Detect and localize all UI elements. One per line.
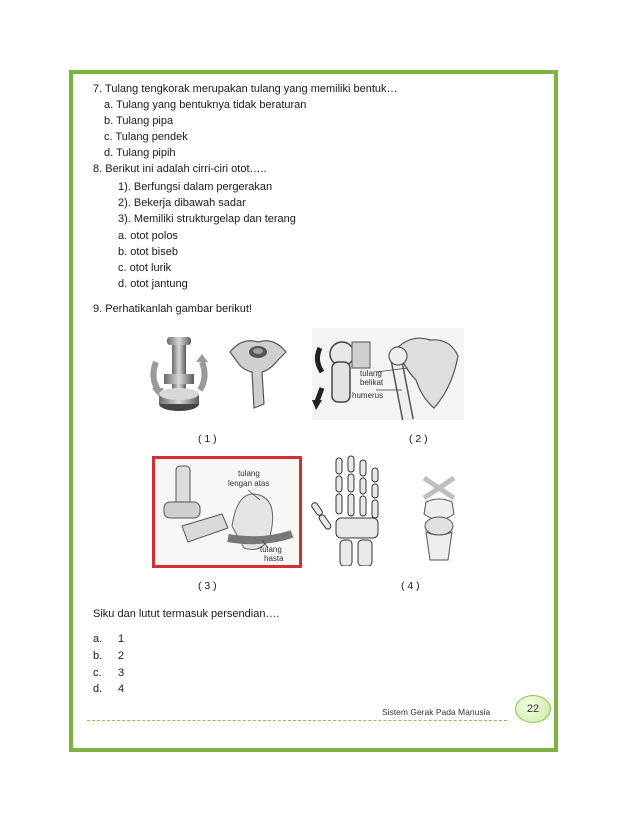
figure-caption-4: ( 4 ) — [401, 580, 420, 592]
q9-option-b-letter: b. — [93, 650, 103, 662]
q7-stem: 7. Tulang tengkorak merupakan tulang yang memiliki bentuk… — [93, 83, 398, 95]
shoulder-label-belikat: belikat — [360, 378, 384, 387]
elbow-label-hasta: hasta — [264, 554, 284, 563]
elbow-label-tulang-1: tulang — [238, 469, 260, 478]
q9-question: Siku dan lutut termasuk persendian…. — [93, 608, 280, 620]
q8-statement-2: 2). Bekerja dibawah sadar — [118, 197, 246, 209]
figure-caption-1: ( 1 ) — [198, 433, 217, 445]
q8-statement-1: 1). Berfungsi dalam pergerakan — [118, 181, 273, 193]
elbow-joint-figure — [152, 456, 302, 568]
page-number-badge: 22 — [515, 695, 551, 723]
q8-statement-3: 3). Memiliki strukturgelap dan terang — [118, 213, 296, 225]
footer-title: Sistem Gerak Pada Manusia — [382, 707, 491, 717]
pivot-joint-figure — [150, 332, 300, 417]
shoulder-label-humerus: humerus — [352, 391, 384, 400]
footer-divider — [87, 720, 507, 721]
hand-skeleton-figure — [306, 454, 402, 566]
q9-option-c-letter: c. — [93, 667, 102, 679]
q9-option-b-value: 2 — [118, 650, 125, 662]
q9-option-d-value: 4 — [118, 683, 125, 695]
q7-option-d: d. Tulang pipih — [104, 147, 176, 159]
q8-option-d: d. otot jantung — [118, 278, 188, 290]
q9-option-a-letter: a. — [93, 633, 103, 645]
figure-caption-3: ( 3 ) — [198, 580, 217, 592]
elbow-label-tulang-2: tulang — [260, 545, 282, 554]
knee-joint-figure — [414, 476, 464, 566]
q9-option-d-letter: d. — [93, 683, 103, 695]
elbow-label-lengan-atas: lengan atas — [228, 479, 270, 488]
q8-option-b: b. otot biseb — [118, 246, 178, 258]
q9-option-c-value: 3 — [118, 667, 125, 679]
q8-stem: 8. Berikut ini adalah cirri-ciri otot….. — [93, 163, 267, 175]
q8-option-c: c. otot lurik — [118, 262, 172, 274]
q9-stem: 9. Perhatikanlah gambar berikut! — [93, 303, 252, 315]
q7-option-a: a. Tulang yang bentuknya tidak beraturan — [104, 99, 307, 111]
q7-option-b: b. Tulang pipa — [104, 115, 174, 127]
q7-option-c: c. Tulang pendek — [104, 131, 188, 143]
q9-option-a-value: 1 — [118, 633, 125, 645]
shoulder-joint-figure — [312, 328, 464, 420]
q8-option-a: a. otot polos — [118, 230, 178, 242]
shoulder-label-tulang: tulang — [360, 369, 382, 378]
figure-caption-2: ( 2 ) — [409, 433, 428, 445]
